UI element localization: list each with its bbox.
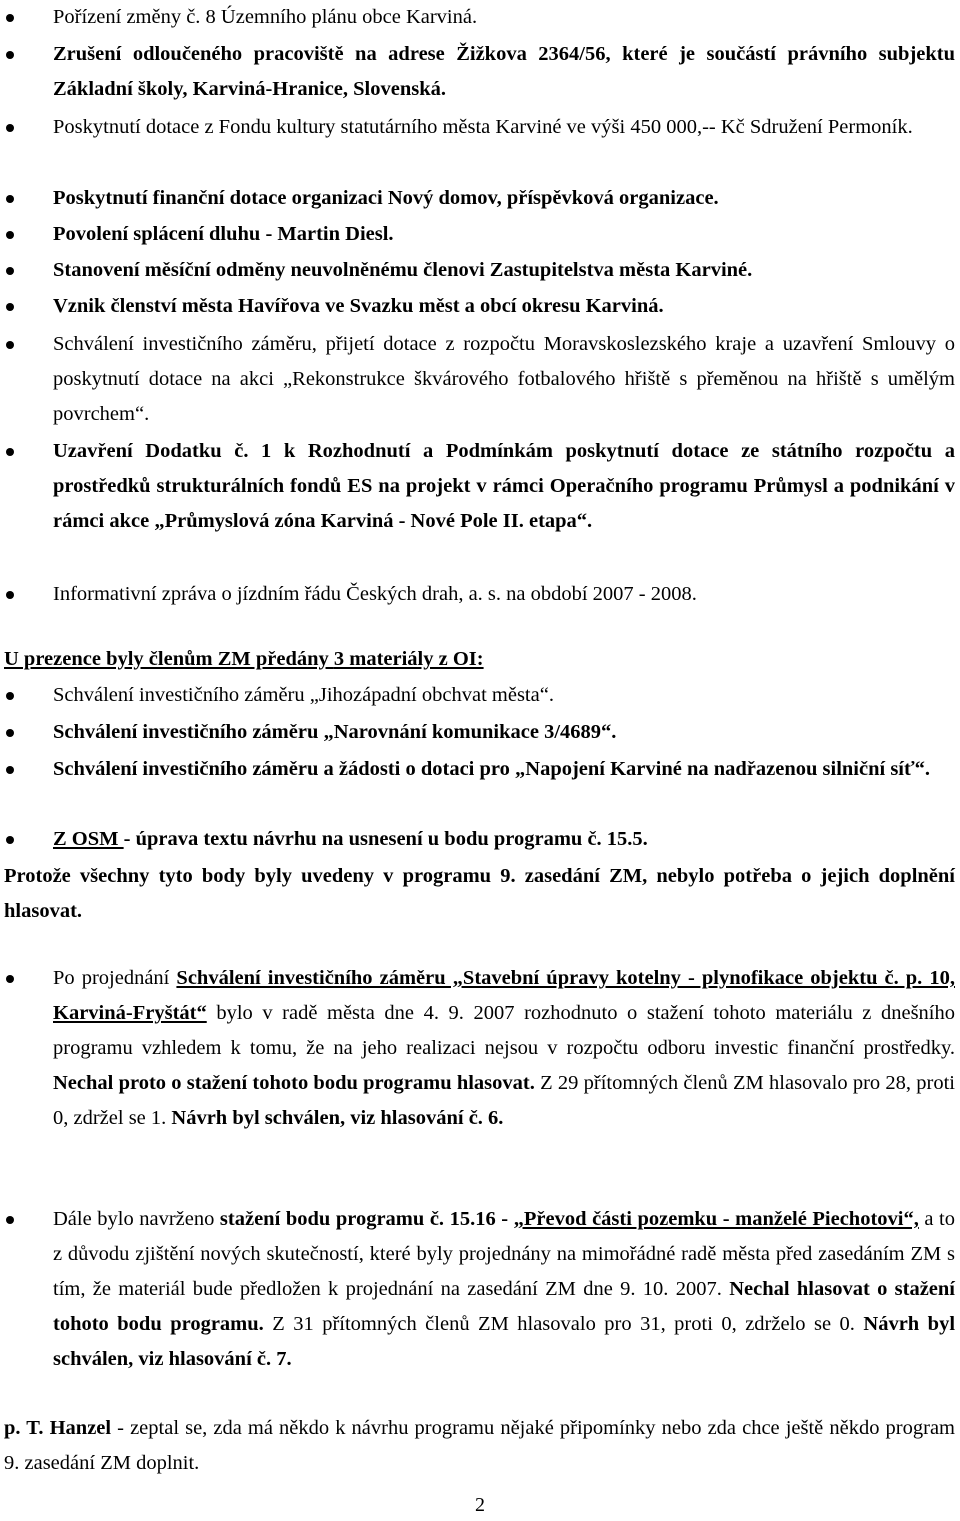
text-run: Schválení investičního záměru a žádosti o dotaci pro „Napojení Karviné na nadřazenou silniční síť“. bbox=[53, 758, 931, 780]
list-item-text bbox=[53, 1202, 955, 1377]
text-run: U prezence byly členům ZM předány bbox=[4, 648, 334, 670]
text-run: „Převod části pozemku - manželé Piechotovi“, bbox=[513, 1208, 919, 1230]
text-run: stažení bodu programu č. 15.16 - bbox=[219, 1208, 514, 1230]
bullet-icon bbox=[6, 303, 14, 311]
text-run: Informativní zpráva o jízdním řádu Českých drah, a. s. na období 2007 - 2008. bbox=[53, 583, 697, 605]
text-run: Nechal hlasovat o stažení tohoto bodu programu. bbox=[53, 1278, 955, 1335]
text-run: Z 31 přítomných členů ZM hlasovalo pro 31, proti 0, zdrželo se 0. bbox=[263, 1313, 864, 1335]
text-run: Schválení investičního záměru „Stavební úpravy kotelny - plynofikace objektu č. p. 10, Karviná-Fryštát“ bbox=[53, 967, 955, 1024]
list-item-text bbox=[53, 678, 955, 713]
paragraph bbox=[4, 1411, 955, 1481]
list-item-text bbox=[53, 327, 955, 432]
text-run: bylo v radě města dne 4. 9. 2007 rozhodnuto o stažení tohoto materiálu z dnešního programu vzhledem k tomu, že na jeho realizaci nejsou v rozpočtu odboru investic finanční prostředky. bbox=[53, 1002, 955, 1059]
text-run: Návrh byl schválen, viz hlasování č. 6. bbox=[171, 1107, 504, 1129]
list-item-text bbox=[53, 289, 955, 324]
list-item-text bbox=[53, 822, 955, 857]
text-run: Zrušení odloučeného pracoviště na adrese Žižkova 2364/56, které je součástí právního subjektu Základní školy, Karviná-Hranice, Slovenská. bbox=[53, 43, 955, 100]
page-number: 2 bbox=[475, 1494, 485, 1516]
list-item-text bbox=[53, 110, 955, 145]
bullet-icon bbox=[6, 51, 14, 59]
list-item-text bbox=[53, 434, 955, 539]
bullet-icon bbox=[6, 231, 14, 239]
text-run: Povolení splácení dluhu - Martin Diesl. bbox=[53, 223, 394, 245]
bullet-icon bbox=[6, 124, 14, 132]
text-run: - úprava textu návrhu na usnesení u bodu programu č. 15.5. bbox=[123, 828, 648, 850]
list-item-text bbox=[53, 577, 955, 612]
list-item-text bbox=[53, 752, 955, 787]
text-run: Nechal proto o stažení tohoto bodu programu hlasovat. bbox=[53, 1072, 535, 1094]
text-run: p. T. Hanzel bbox=[4, 1417, 112, 1439]
text-run: 3 materiály z OI: bbox=[333, 648, 484, 670]
text-run: Protože všechny tyto body byly uvedeny v programu 9. zasedání ZM, nebylo potřeba o jejich doplnění hlasovat. bbox=[4, 865, 955, 922]
bullet-icon bbox=[6, 692, 14, 700]
text-run: Vznik členství města Havířova ve Svazku měst a obcí okresu Karviná. bbox=[53, 295, 664, 317]
paragraph bbox=[4, 859, 955, 929]
text-run: Pořízení změny č. 8 Územního plánu obce Karviná. bbox=[53, 6, 478, 28]
text-run: Stanovení měsíční odměny neuvolněnému členovi Zastupitelstva města Karviné. bbox=[53, 259, 753, 281]
bullet-icon bbox=[6, 341, 14, 349]
text-run: Uzavření Dodatku č. 1 k Rozhodnutí a Podmínkám poskytnutí dotace ze státního rozpočtu a prostředků strukturálních fondů ES na projekt v rámci Operačního programu Průmysl a podnikání v rámci akce „Průmyslová zóna Karviná - Nové Pole II. etapa“. bbox=[53, 440, 955, 532]
text-run: Schválení investičního záměru, přijetí dotace z rozpočtu Moravskoslezského kraje a uzavření Smlouvy o poskytnutí dotace na akci „Rekonstrukce škvárového fotbalového hřiště s přeměnou na hřiště s umělým povrchem“. bbox=[53, 333, 955, 425]
text-run: a to z důvodu zjištění nových skutečností, které byly projednány na mimořádné radě města před zasedáním ZM s tím, že materiál bude předložen k projednání na zasedání ZM dne 9. 10. 2007. bbox=[53, 1208, 955, 1300]
list-item-text bbox=[53, 961, 955, 1136]
list-item-text bbox=[53, 0, 955, 35]
text-run: Schválení investičního záměru „Jihozápadní obchvat města“. bbox=[53, 684, 554, 706]
bullet-icon bbox=[6, 766, 14, 774]
text-run: Dále bylo navrženo bbox=[53, 1208, 220, 1230]
list-item-text bbox=[53, 181, 955, 216]
bullet-icon bbox=[6, 1216, 14, 1224]
text-run: Z 29 přítomných členů ZM hlasovalo pro 28, proti 0, zdržel se 1. bbox=[53, 1072, 955, 1129]
bullet-icon bbox=[6, 267, 14, 275]
bullet-icon bbox=[6, 729, 14, 737]
presence-heading bbox=[4, 642, 955, 677]
bullet-icon bbox=[6, 14, 14, 22]
bullet-icon bbox=[6, 448, 14, 456]
list-item-text bbox=[53, 715, 955, 750]
text-run: Návrh byl schválen, viz hlasování č. 7. bbox=[53, 1313, 956, 1370]
text-run: Poskytnutí finanční dotace organizaci Nový domov, příspěvková organizace. bbox=[53, 187, 719, 209]
bullet-icon bbox=[6, 836, 14, 844]
text-run: Poskytnutí dotace z Fondu kultury statutárního města Karviné ve výši 450 000,-- Kč Sdružení Permoník. bbox=[53, 116, 913, 138]
text-run: Schválení investičního záměru „Narovnání komunikace 3/4689“. bbox=[53, 721, 617, 743]
bullet-icon bbox=[6, 195, 14, 203]
bullet-icon bbox=[6, 975, 14, 983]
text-run: - zeptal se, zda má někdo k návrhu programu nějaké připomínky nebo zda chce ještě někdo program 9. zasedání ZM doplnit. bbox=[4, 1417, 955, 1474]
list-item-text bbox=[53, 37, 955, 107]
text-run: Po projednání bbox=[53, 967, 177, 989]
bullet-icon bbox=[6, 591, 14, 599]
text-run: Z OSM bbox=[53, 828, 124, 850]
list-item-text bbox=[53, 217, 955, 252]
list-item-text bbox=[53, 253, 955, 288]
